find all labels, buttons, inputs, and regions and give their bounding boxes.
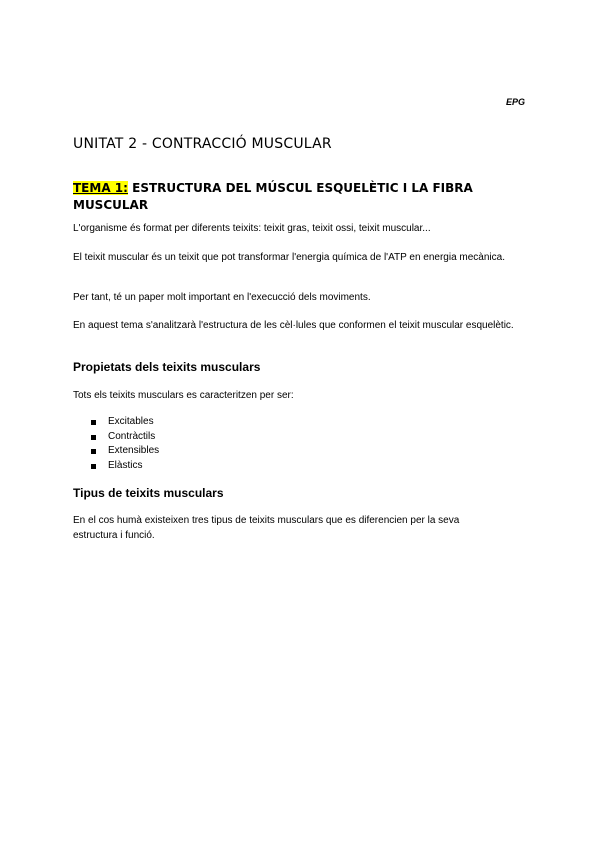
properties-list (91, 415, 159, 473)
square-bullet-icon (91, 464, 96, 469)
topic-label: TEMA 1: (73, 181, 128, 195)
list-item: Contràctils (91, 430, 159, 445)
square-bullet-icon (91, 449, 96, 454)
header-initials: EPG (505, 97, 525, 107)
unit-title: UNITAT 2 - CONTRACCIÓ MUSCULAR (73, 136, 332, 152)
section-heading-types: Tipus de teixits musculars (73, 486, 224, 500)
section-heading-properties: Propietats dels teixits musculars (73, 360, 261, 374)
properties-intro: Tots els teixits musculars es caracteritzen per ser: (73, 390, 294, 401)
list-item: Extensibles (91, 444, 159, 459)
topic-title (73, 180, 533, 214)
list-item: Elàstics (91, 459, 159, 474)
topic-title-text: ESTRUCTURA DEL MÚSCUL ESQUELÈTIC I LA FIBRA MUSCULAR (73, 181, 473, 212)
square-bullet-icon (91, 435, 96, 440)
square-bullet-icon (91, 420, 96, 425)
paragraph: L'organisme és format per diferents teixits: teixit gras, teixit ossi, teixit muscular... (73, 223, 431, 234)
paragraph: El teixit muscular és un teixit que pot transformar l'energia química de l'ATP en energia mecànica. (73, 252, 505, 263)
list-item: Excitables (91, 415, 159, 430)
paragraph: Per tant, té un paper molt important en l'execucció dels moviments. (73, 292, 371, 303)
types-paragraph: En el cos humà existeixen tres tipus de teixits musculars que es diferencien per la seva estructura i funció. (73, 515, 460, 541)
paragraph: En aquest tema s'analitzarà l'estructura de les cèl·lules que conformen el teixit muscular esquelètic. (73, 320, 514, 331)
